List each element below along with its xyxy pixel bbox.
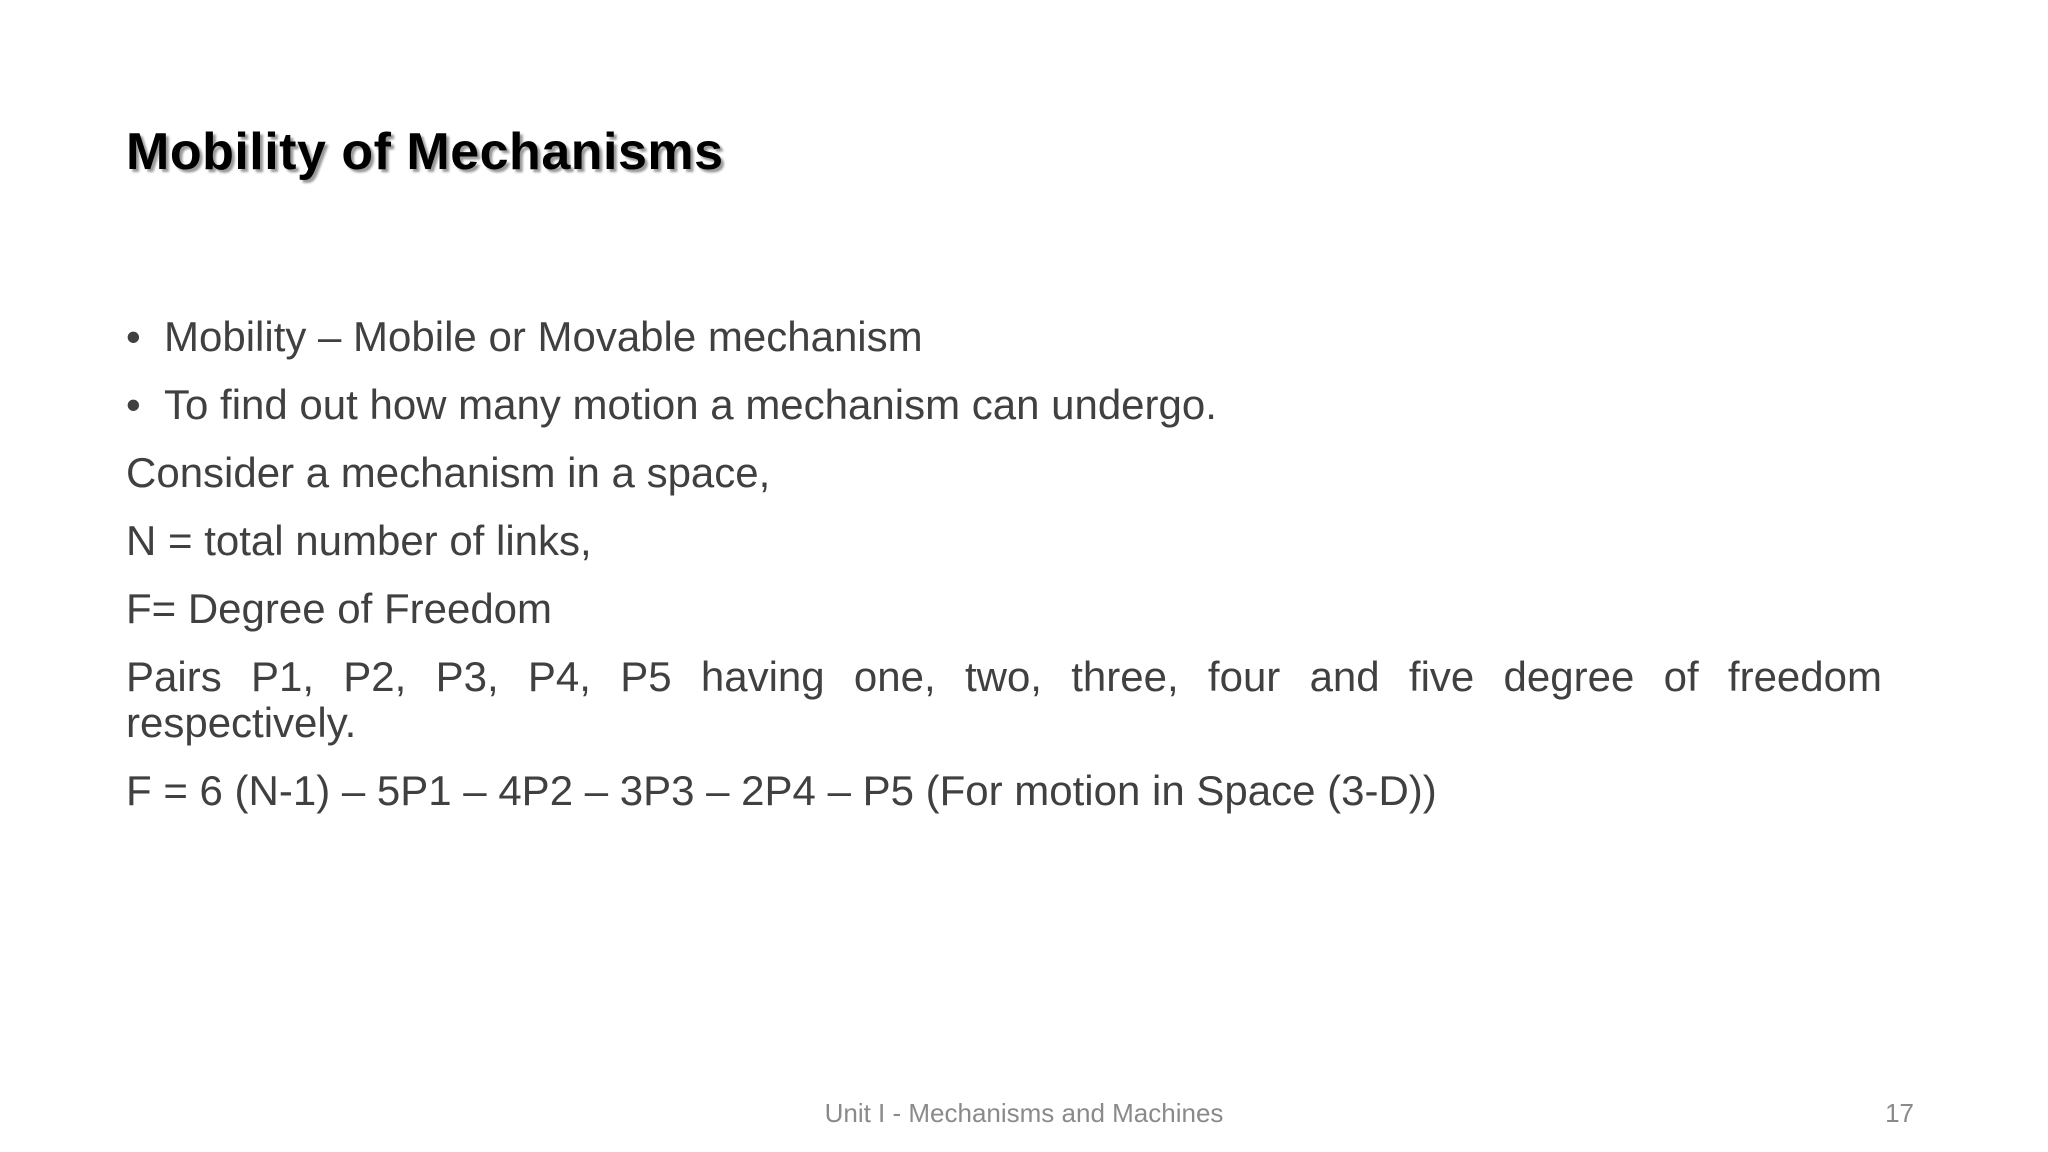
paragraph: Consider a mechanism in a space, xyxy=(126,449,771,496)
bullet-text: Mobility – Mobile or Movable mechanism xyxy=(164,313,923,360)
paragraph-pairs: Pairs P1, P2, P3, P4, P5 having one, two, three, four and five degree of freedom respectively. xyxy=(126,653,1882,746)
page-number: 17 xyxy=(1885,1098,1914,1128)
slide-title: Mobility of Mechanisms xyxy=(126,123,724,181)
bullet-item xyxy=(126,382,1882,428)
formula: F = 6 (N-1) – 5P1 – 4P2 – 3P3 – 2P4 – P5 (For motion in Space (3-D)) xyxy=(126,767,1437,814)
bullet-text: To find out how many motion a mechanism can undergo. xyxy=(164,381,1217,428)
slide-body xyxy=(126,314,1882,836)
bullet-item xyxy=(126,314,1882,360)
bullet-dot-icon: • xyxy=(126,381,141,428)
paragraph: N = total number of links, xyxy=(126,517,592,564)
bullet-dot-icon: • xyxy=(126,313,141,360)
footer: Unit I - Mechanisms and Machines xyxy=(824,1098,1224,1128)
paragraph: F= Degree of Freedom xyxy=(126,585,553,632)
